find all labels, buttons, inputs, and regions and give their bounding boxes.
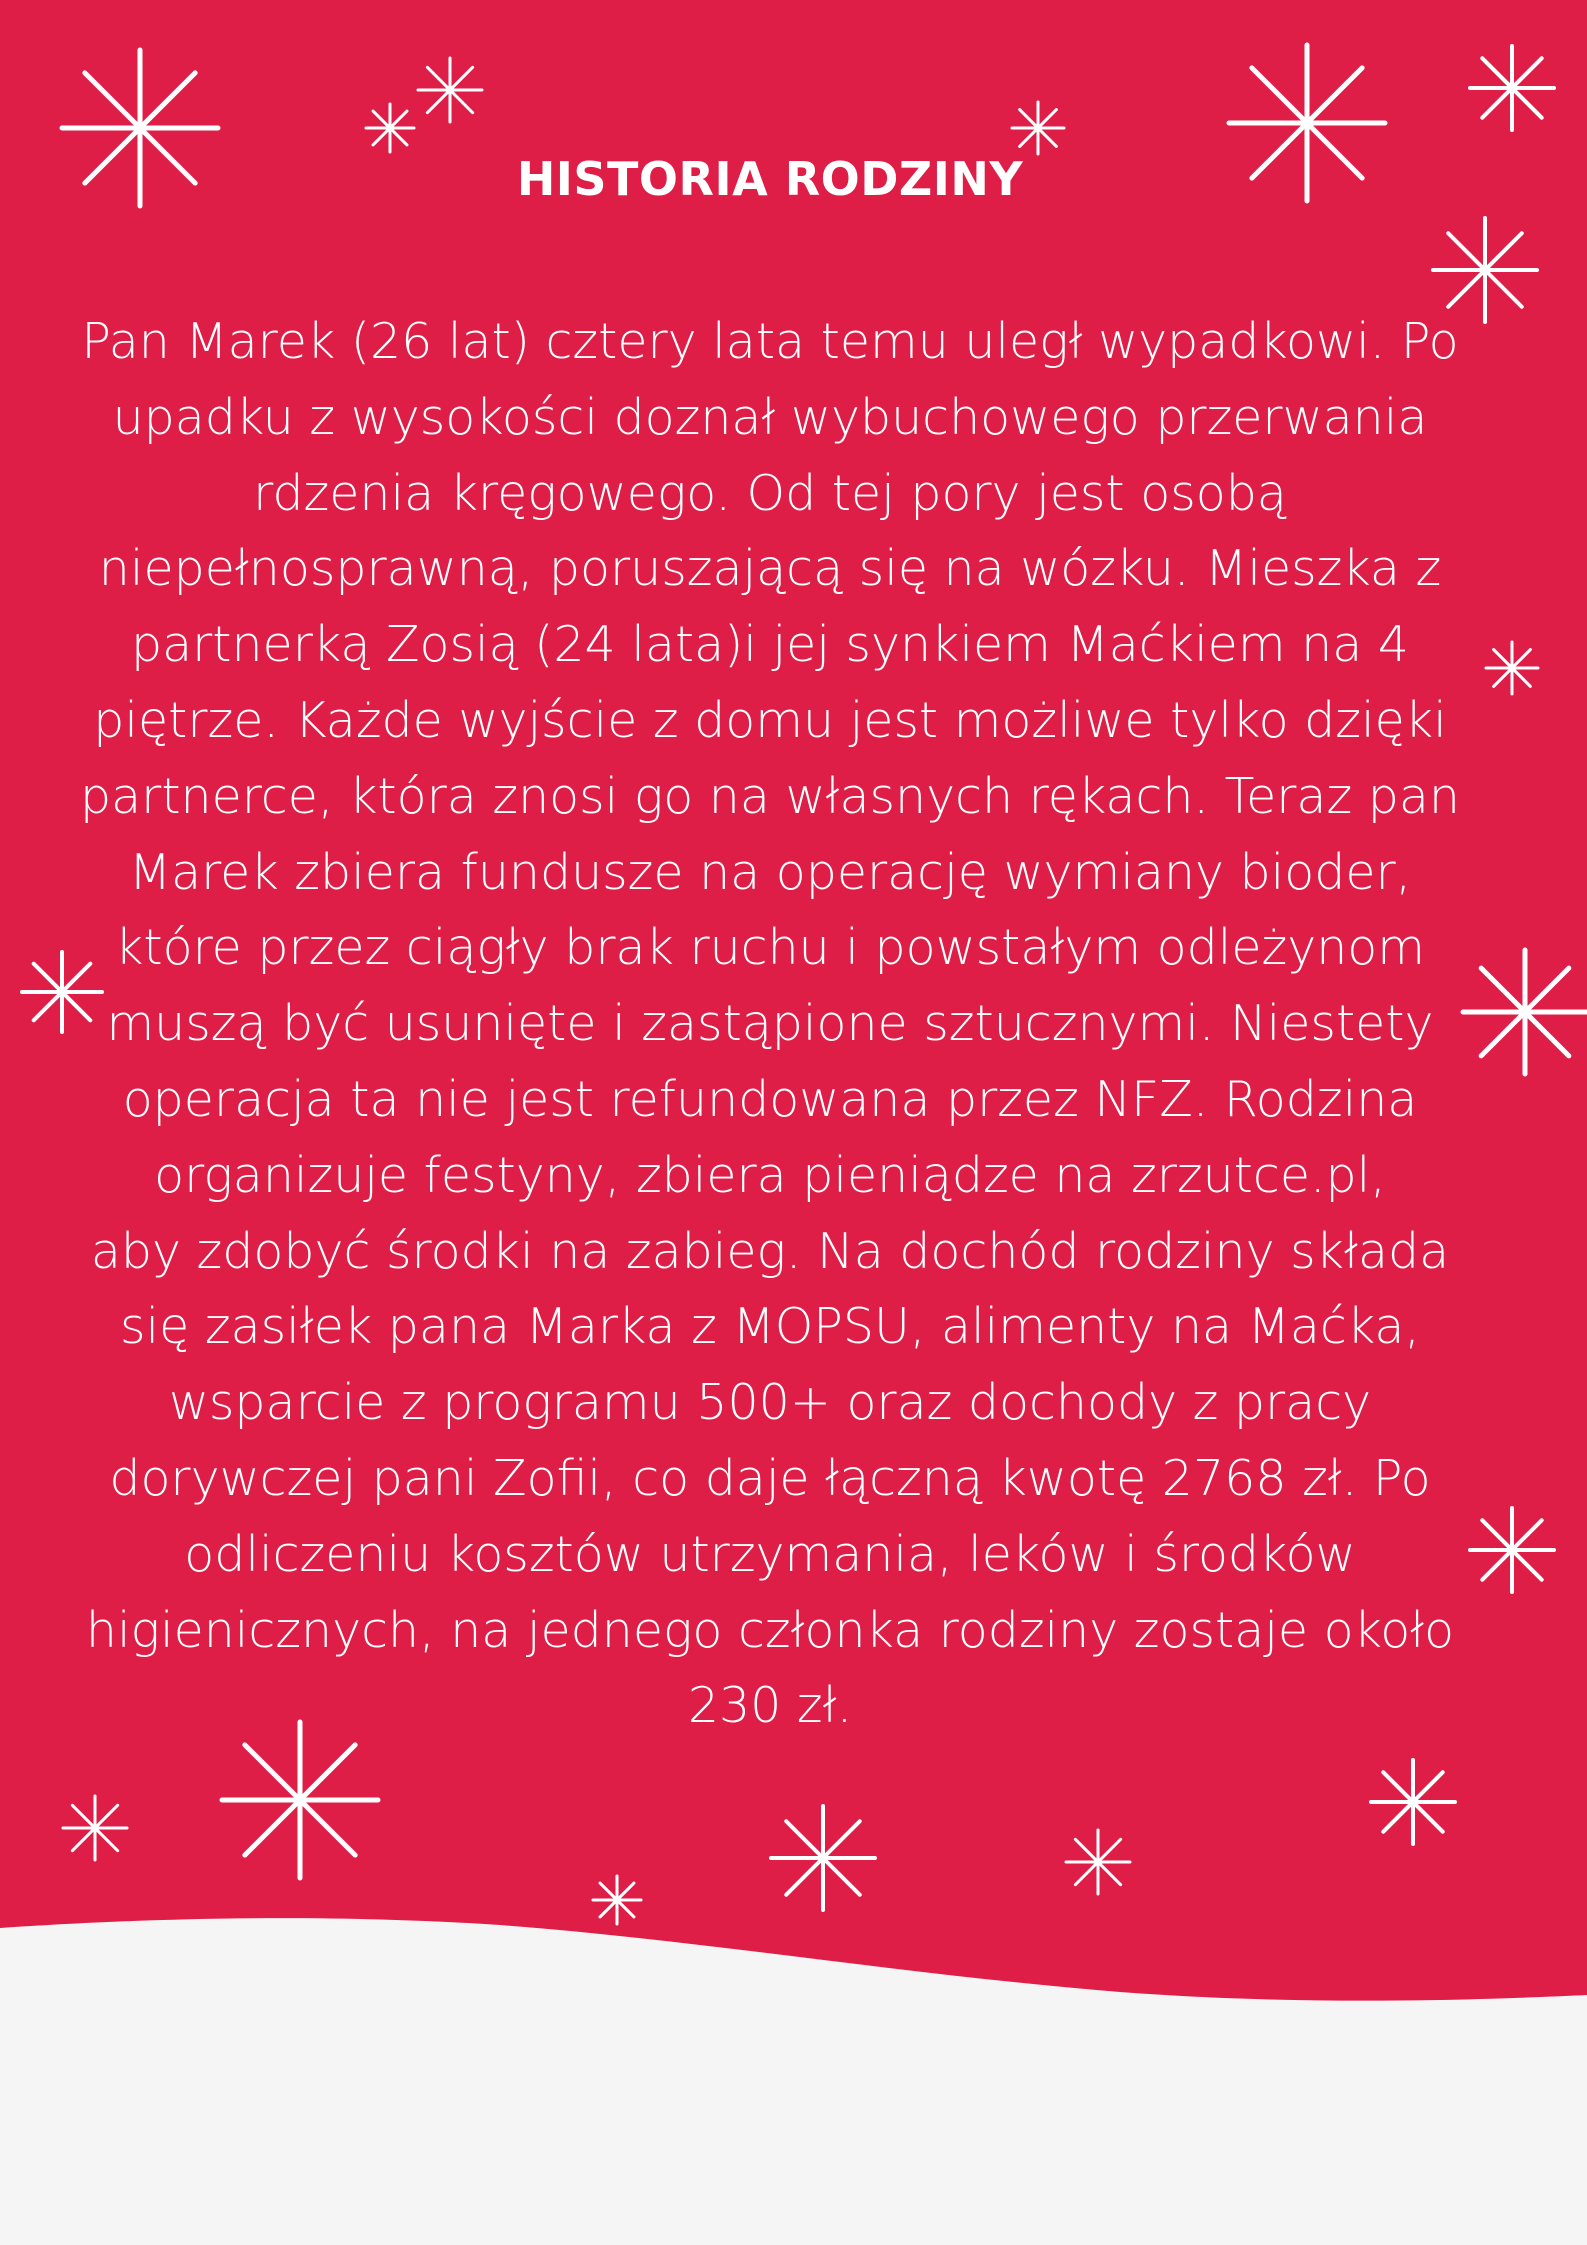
snowflake-icon <box>1367 1756 1459 1848</box>
snowflake-icon <box>590 1873 644 1927</box>
story-line: odliczeniu kosztów utrzymania, leków i środków <box>184 1525 1356 1583</box>
story-line: operacja ta nie jest refundowana przez NFZ. Rodzina <box>122 1070 1418 1128</box>
snowflake-icon <box>363 101 417 155</box>
story-line: dorywczej pani Zofii, co daje łączną kwotę 2768 zł. Po <box>109 1449 1431 1507</box>
story-line: się zasiłek pana Marka z MOPSU, alimenty na Maćka, <box>120 1298 1420 1356</box>
story-line: niepełnosprawną, poruszającą się na wózku. Mieszka z <box>98 540 1442 598</box>
story-line: wsparcie z programu 500+ oraz dochody z pracy <box>168 1374 1372 1432</box>
story-line: organizuje festyny, zbiera pieniądze na zrzutce.pl, <box>154 1146 1386 1204</box>
snowflake-icon <box>1466 42 1558 134</box>
story-line: które przez ciągły brak ruchu i powstałym odleżynom <box>115 919 1425 977</box>
snowflake-icon <box>1063 1827 1133 1897</box>
story-line: piętrze. Każde wyjście z domu jest możliwe tylko dzięki <box>93 691 1447 749</box>
story-line: 230 zł. <box>687 1677 853 1735</box>
snowflake-icon <box>1458 945 1587 1079</box>
snowflake-icon <box>767 1802 879 1914</box>
story-line: higienicznych, na jednego członka rodziny zostaje około <box>85 1601 1455 1659</box>
snowflake-icon <box>1009 99 1067 157</box>
snowflake-icon <box>1466 1504 1558 1596</box>
story-line: aby zdobyć środki na zabieg. Na dochód rodziny składa <box>90 1222 1450 1280</box>
story-text <box>70 304 1470 1744</box>
snowflake-icon <box>415 55 485 125</box>
story-line: upadku z wysokości doznał wybuchowego przerwania <box>112 388 1428 446</box>
story-line: rdzenia kręgowego. Od tej pory jest osobą <box>253 464 1287 522</box>
story-line: muszą być usunięte i zastąpione sztucznymi. Niestety <box>106 995 1434 1053</box>
page-title: HISTORIA RODZINY <box>516 152 1024 206</box>
story-line: Pan Marek (26 lat) cztery lata temu uległ wypadkowi. Po <box>81 313 1459 370</box>
snowflake-icon <box>1483 639 1541 697</box>
snowflake-icon <box>60 1793 130 1863</box>
story-line: partnerce, która znosi go na własnych rękach. Teraz pan <box>80 767 1460 825</box>
story-line: Marek zbiera fundusze na operację wymiany bioder, <box>128 843 1412 901</box>
story-line: partnerką Zosią (24 lata)i jej synkiem Maćkiem na 4 <box>131 616 1409 674</box>
